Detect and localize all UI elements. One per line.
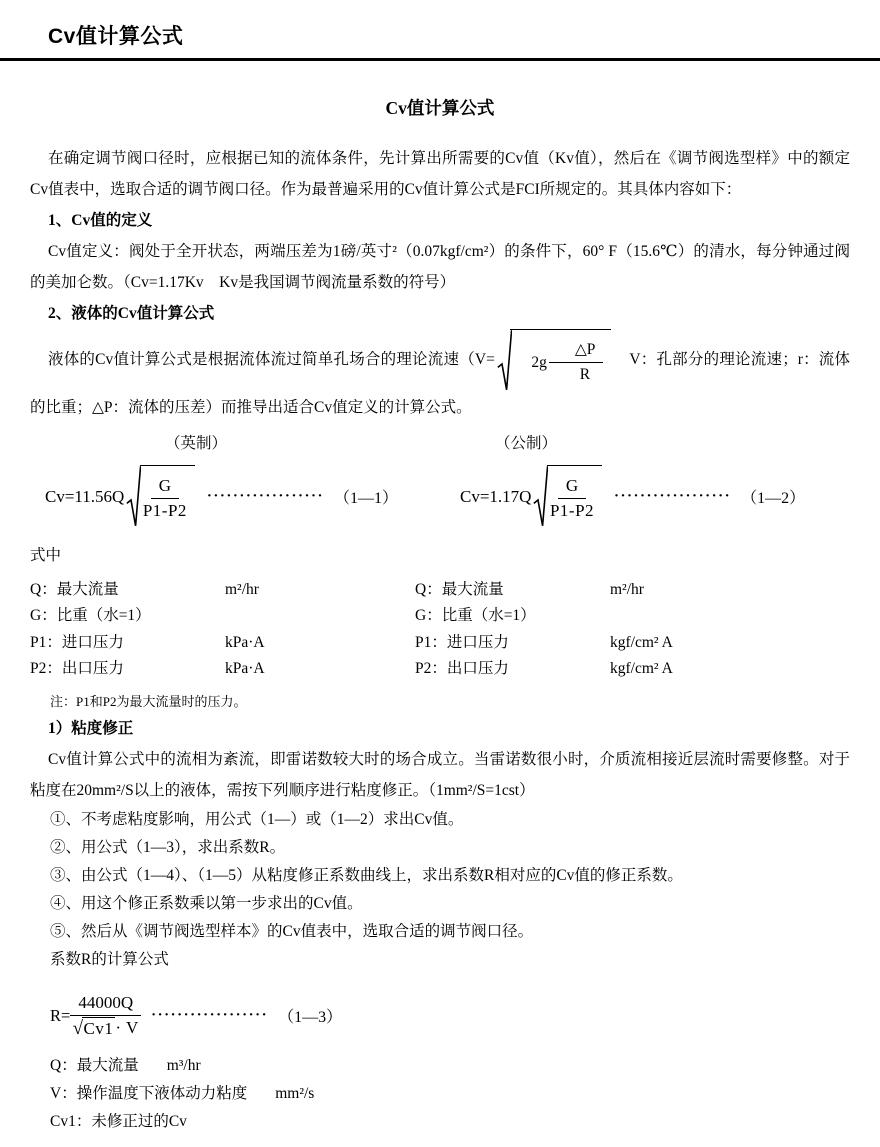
fraction <box>70 992 141 1040</box>
equation-number: （1—1） <box>333 490 398 508</box>
section2-body-before: 液体的Cv值计算公式是根据流体流过简单孔场合的理论流速（V= <box>48 351 495 369</box>
formula-prefix: Cv=1.17Q <box>460 486 532 506</box>
velocity-sqrt-formula <box>497 329 612 392</box>
document-title: Cv值计算公式 <box>385 98 495 118</box>
unit-system-labels <box>30 433 850 455</box>
variable-name: Q：最大流量 <box>415 580 504 598</box>
fraction-numerator: △P <box>549 339 604 363</box>
variables-table <box>30 577 850 683</box>
variable-name: P2：出口压力 <box>415 660 509 678</box>
variable-row <box>30 577 415 604</box>
fraction-numerator: G <box>151 475 179 499</box>
where-label: 式中 <box>30 546 62 564</box>
variable-unit: m²/hr <box>610 580 644 598</box>
sqrt-radicand: Cv1 <box>83 1018 114 1038</box>
imperial-label: （英制） <box>165 435 228 453</box>
variable-name: G：比重（水=1） <box>30 607 151 625</box>
formula-metric <box>440 465 850 528</box>
section1-heading: 1、Cv值的定义 <box>48 212 153 229</box>
variable-unit: kPa·A <box>225 660 265 678</box>
fraction-denominator: P1-P2 <box>549 500 595 520</box>
variables-metric <box>415 577 673 683</box>
variable-name: P2：出口压力 <box>30 660 124 678</box>
variable-row <box>50 1052 850 1080</box>
pressure-note: 注：P1和P2为最大流量时的压力。 <box>50 693 247 709</box>
variable-name: V：操作温度下液体动力粘度 <box>50 1084 248 1102</box>
variable-row <box>415 603 673 630</box>
variable-row <box>415 630 673 657</box>
variable-row <box>30 630 415 657</box>
fraction <box>549 339 604 386</box>
page-header <box>30 0 850 58</box>
section2-body-after: V：孔部分的理论流速；r：流体的比重；△P：流体的压差）而推导出适合Cv值定义的计算公式。 <box>30 351 850 417</box>
intro-paragraph: 在确定调节阀口径时，应根据已知的流体条件，先计算出所需要的Cv值（Kv值），然后在《调节阀选型样》中的额定Cv值表中，选取合适的调节阀口径。作为最普遍采用的Cv值计算公式是FCI所规定的。其具体内容如下： <box>30 150 850 198</box>
r-formula <box>50 992 850 1040</box>
page-title: Cv值计算公式 <box>48 25 184 48</box>
viscosity-body: Cv值计算公式中的流相为紊流，即雷诺数较大时的场合成立。当雷诺数很小时，介质流相接近层流时需要修整。对于粘度在20mm²/S以上的液体，需按下列顺序进行粘度修正。（1mm²/S=1cst） <box>30 750 850 799</box>
viscosity-steps <box>30 806 850 974</box>
equation-number: （1—3） <box>278 1009 343 1027</box>
radical-icon: √ <box>72 1017 84 1039</box>
fraction-denominator: P1-P2 <box>142 500 187 520</box>
section2-heading: 2、液体的Cv值计算公式 <box>48 305 215 322</box>
cv-formulas <box>30 465 850 528</box>
variable-name: P1：进口压力 <box>30 633 124 651</box>
equation-number: （1—2） <box>741 490 806 508</box>
formula-prefix: R= <box>50 1005 71 1025</box>
dotted-leader: ·················· <box>151 1007 269 1024</box>
variables-imperial <box>30 577 415 683</box>
section1-body: Cv值定义：阀处于全开状态，两端压差为1磅/英寸²（0.07kgf/cm²）的条件下，60° F（15.6℃）的清水，每分钟通过阀的美加仑数。（Cv=1.17Kv Kv是我国调节阀流量系数的符号） <box>30 243 850 291</box>
step-item: ④、用这个修正系数乘以第一步求出的Cv值。 <box>50 894 363 912</box>
viscosity-heading: 1）粘度修正 <box>48 719 134 737</box>
header-divider <box>0 58 880 61</box>
variable-unit: kPa·A <box>225 633 265 651</box>
sqrt-expression <box>533 465 602 528</box>
variable-unit: kgf/cm² A <box>610 633 673 651</box>
variable-name: Cv1：未修正过的Cv <box>50 1112 187 1130</box>
fraction <box>550 475 594 522</box>
fraction <box>143 475 187 522</box>
variable-unit: mm²/s <box>275 1084 315 1102</box>
formula-coefficient: 2g <box>531 353 547 371</box>
step-item: ③、由公式（1—4）、（1—5）从粘度修正系数曲线上，求出系数R相对应的Cv值的修正系数。 <box>50 866 683 884</box>
formula-imperial <box>30 465 440 528</box>
dotted-leader: ·················· <box>614 488 732 505</box>
step-item: ⑤、然后从《调节阀选型样本》的Cv值表中，选取合适的调节阀口径。 <box>50 922 534 940</box>
fraction-numerator: G <box>558 475 586 499</box>
fraction-denominator <box>73 1016 139 1040</box>
variable-row <box>50 1080 850 1108</box>
variable-row <box>30 656 415 683</box>
fraction-denominator: R <box>579 365 591 383</box>
variable-name: G：比重（水=1） <box>415 607 536 625</box>
variable-row <box>415 577 673 604</box>
variable-unit: kgf/cm² A <box>610 660 673 678</box>
step-item: ②、用公式（1—3），求出系数R。 <box>50 838 286 856</box>
variable-name: P1：进口压力 <box>415 633 509 651</box>
formula-prefix: Cv=11.56Q <box>45 486 125 506</box>
variable-name: Q：最大流量 <box>30 580 119 598</box>
variable-row <box>50 1108 850 1136</box>
fraction-numerator: 44000Q <box>70 992 141 1016</box>
r-variables <box>30 1052 850 1136</box>
sqrt-expression <box>126 465 195 528</box>
denominator-rest: · V <box>115 1018 139 1038</box>
variable-unit: m³/hr <box>166 1056 201 1074</box>
metric-label: （公制） <box>495 435 558 453</box>
variable-row <box>415 656 673 683</box>
variable-name: Q：最大流量 <box>50 1056 139 1074</box>
r-formula-intro: 系数R的计算公式 <box>50 950 169 968</box>
variable-unit: m²/hr <box>225 580 259 598</box>
variable-row <box>30 603 415 630</box>
step-item: ①、不考虑粘度影响，用公式（1—）或（1—2）求出Cv值。 <box>50 810 464 828</box>
dotted-leader: ·················· <box>206 488 324 505</box>
section2-body <box>30 329 850 423</box>
